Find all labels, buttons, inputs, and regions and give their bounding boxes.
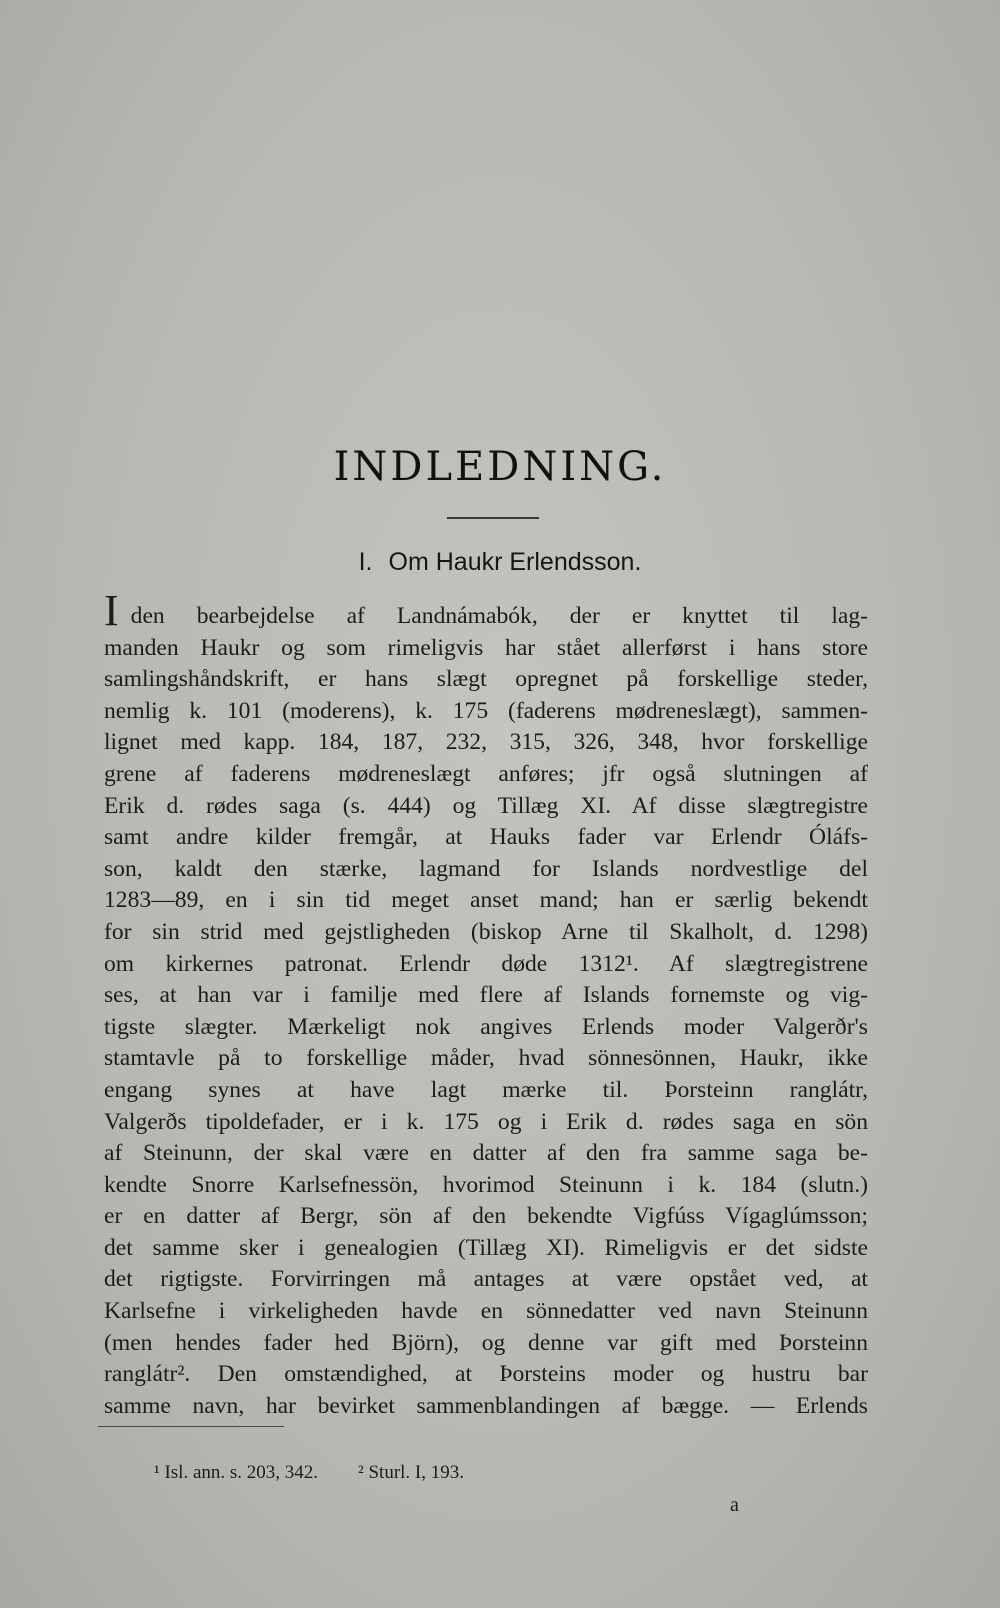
text-line-14: tigste slægter. Mærkeligt nok angives Erlends moder Valgerðr's — [104, 1013, 868, 1040]
text-line-10: 1283—89, en i sin tid meget anset mand; han er særlig bekendt — [104, 887, 868, 914]
text-line-2: manden Haukr og som rimeligvis har stået allerførst i hans store — [104, 634, 868, 661]
text-line-3: samlingshåndskrift, er hans slægt opregnet på forskellige steder, — [104, 666, 868, 693]
drop-capital: I — [104, 586, 119, 635]
footnote-1: ¹ Isl. ann. s. 203, 342. — [154, 1462, 319, 1483]
text-line-24: (men hendes fader hed Björn), og denne var gift med Þorsteinn — [104, 1329, 868, 1356]
heading-divider — [447, 517, 539, 519]
text-line-22: det rigtigste. Forvirringen må antages at være opstået ved, at — [104, 1266, 868, 1293]
text-line-23: Karlsefne i virkeligheden havde en sönnedatter ved navn Steinunn — [104, 1298, 868, 1325]
signature-mark: a — [730, 1494, 739, 1516]
section-title — [0, 548, 1000, 577]
page-heading: INDLEDNING. — [333, 444, 667, 490]
section-number: I. — [358, 548, 373, 576]
text-line-21: det samme sker i genealogien (Tillæg XI). Rimeligvis er det sidste — [104, 1234, 868, 1261]
text-line-17: Valgerðs tipoldefader, er i k. 175 og i Erik d. rødes saga en sön — [104, 1108, 868, 1135]
text-line-19: kendte Snorre Karlsefnessön, hvorimod Steinunn i k. 184 (slutn.) — [104, 1171, 868, 1198]
footnote-2: ² Sturl. I, 193. — [358, 1462, 465, 1483]
text-line-4: nemlig k. 101 (moderens), k. 175 (faderens mødreneslægt), sammen- — [104, 697, 868, 724]
text-line-11: for sin strid med gejstligheden (biskop Arne til Skalholt, d. 1298) — [104, 918, 868, 945]
text-line-1: Iden bearbejdelse af Landnámabók, der er knyttet til lag- — [104, 586, 868, 635]
text-line-8: samt andre kilder fremgår, at Hauks fader var Erlendr Óláfs- — [104, 824, 868, 851]
text-line-9: son, kaldt den stærke, lagmand for Islands nordvestlige del — [104, 855, 868, 882]
text-line-18: af Steinunn, der skal være en datter af den fra samme saga be- — [104, 1140, 868, 1167]
text-line-6: grene af faderens mødreneslægt anføres; jfr også slutningen af — [104, 760, 868, 787]
text-line-15: stamtavle på to forskellige måder, hvad sönnesönnen, Haukr, ikke — [104, 1045, 868, 1072]
footnote-divider — [98, 1426, 284, 1427]
section-title-text: Om Haukr Erlendsson. — [388, 548, 642, 576]
text-line-5: lignet med kapp. 184, 187, 232, 315, 326, 348, hvor forskellige — [104, 729, 868, 756]
text-line-13: ses, at han var i familje med flere af Islands fornemste og vig- — [104, 982, 868, 1009]
text-line-7: Erik d. rødes saga (s. 444) og Tillæg XI. Af disse slægtregistre — [104, 792, 868, 819]
text-line-12: om kirkernes patronat. Erlendr døde 1312¹. Af slægtregistrene — [104, 950, 868, 977]
text-line-16: engang synes at have lagt mærke til. Þorsteinn ranglátr, — [104, 1076, 868, 1103]
footnotes — [154, 1462, 504, 1484]
text-line-20: er en datter af Bergr, sön af den bekendte Vigfúss Vígaglúmsson; — [104, 1203, 868, 1230]
text-line-25: ranglátr². Den omstændighed, at Þorsteins moder og hustru bar — [104, 1361, 868, 1388]
text-line-26: samme navn, har bevirket sammenblandingen af bægge. — Erlends — [104, 1392, 868, 1419]
body-text — [104, 586, 868, 1420]
